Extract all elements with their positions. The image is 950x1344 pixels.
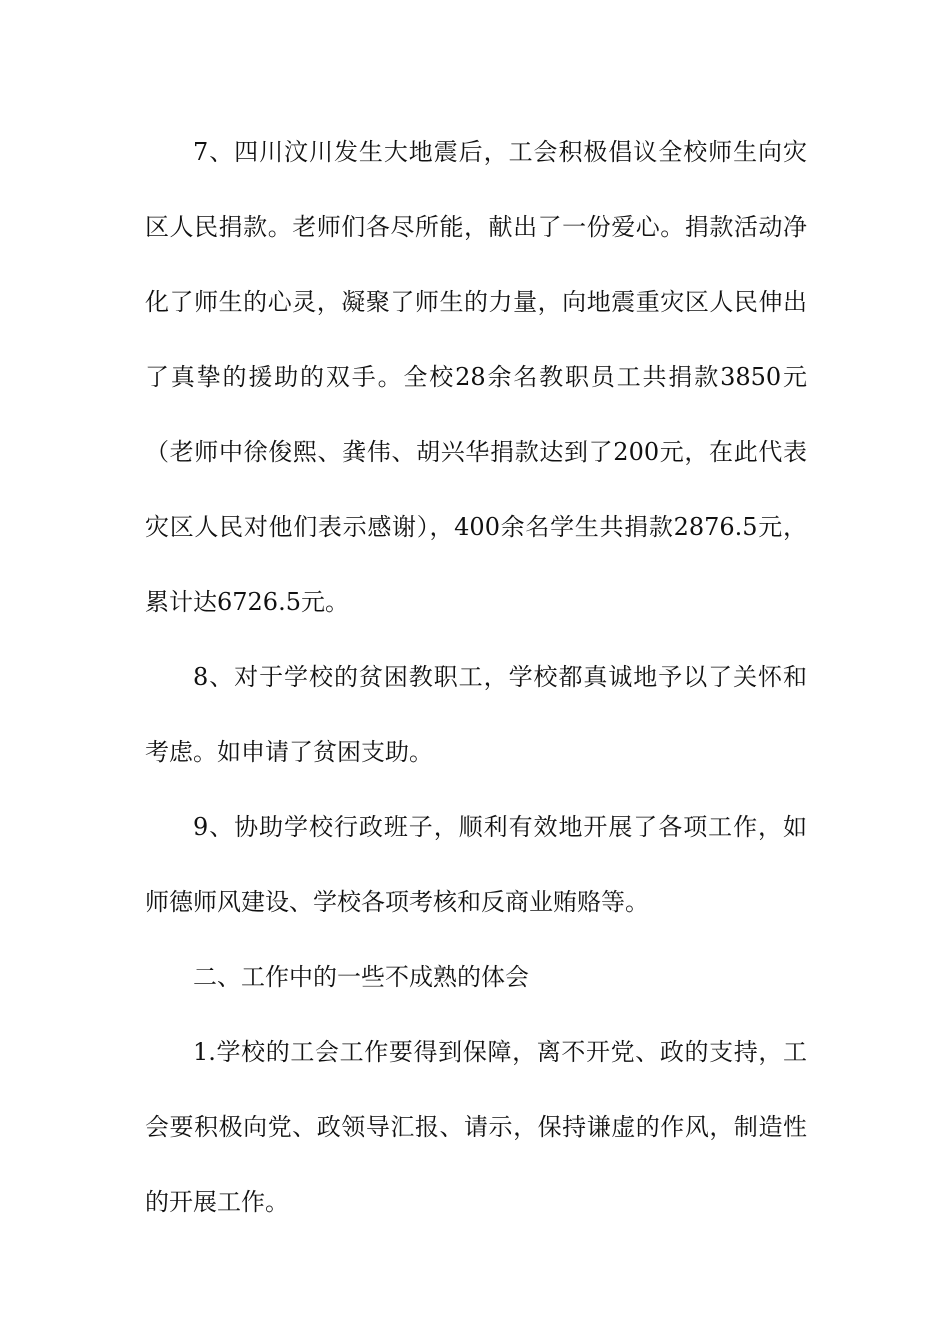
paragraph-item-8: 8、对于学校的贫困教职工，学校都真诚地予以了关怀和考虑。如申请了贫困支助。 (145, 663, 807, 766)
document-body (145, 115, 807, 1240)
paragraph-item-7: 7、四川汶川发生大地震后，工会积极倡议全校师生向灾区人民捐款。老师们各尽所能，献出了一份爱心。捐款活动净化了师生的心灵，凝聚了师生的力量，向地震重灾区人民伸出了真挚的援助的双手。全校28余名教职员工共捐款3850元（老师中徐俊熙、龚伟、胡兴华捐款达到了200元，在此代表灾区人民对他们表示感谢），400余名学生共捐款2876.5元，累计达6726.5元。 (145, 138, 807, 616)
paragraph-item-9: 9、协助学校行政班子，顺利有效地开展了各项工作，如师德师风建设、学校各项考核和反商业贿赂等。 (145, 813, 807, 916)
section-heading-2: 二、工作中的一些不成熟的体会 (193, 963, 529, 991)
paragraph-item-1: 1.学校的工会工作要得到保障，离不开党、政的支持，工会要积极向党、政领导汇报、请示，保持谦虚的作风，制造性的开展工作。 (145, 1038, 807, 1216)
